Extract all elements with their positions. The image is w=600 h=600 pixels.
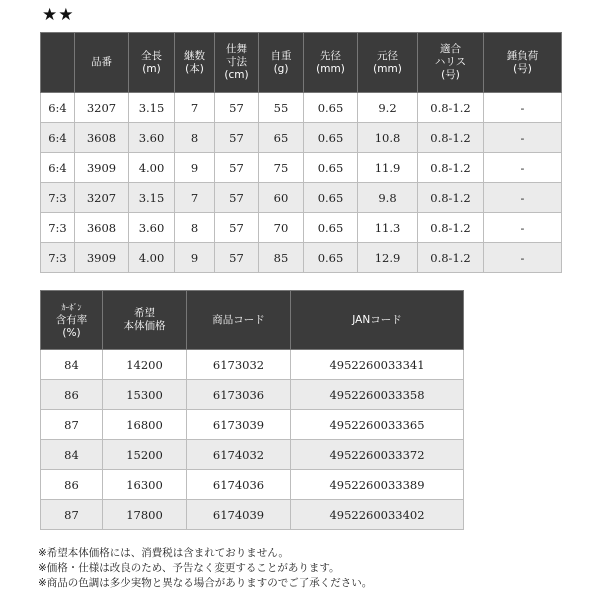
cell-length: 3.60 [129,123,175,153]
header-tip-diameter: 先径 (mm) [304,33,358,93]
table-row [41,500,464,530]
cell-jan: 4952260033389 [291,470,464,500]
table-row [41,470,464,500]
cell-harisu: 0.8-1.2 [418,93,484,123]
cell-weight: 70 [259,213,304,243]
header-jan-code: JANコード [291,291,464,350]
header-carbon-content: ｶｰﾎﾞﾝ 含有率 (%) [41,291,103,350]
header-item-no: 品番 [75,33,129,93]
cell-harisu: 0.8-1.2 [418,183,484,213]
cell-sections: 8 [175,123,215,153]
cell-carbon: 84 [41,350,103,380]
table-row [41,350,464,380]
cell-price: 15300 [103,380,187,410]
cell-base: 9.2 [358,93,418,123]
table-row [41,243,562,273]
cell-sections: 8 [175,213,215,243]
cell-sinker: - [484,213,562,243]
cell-price: 14200 [103,350,187,380]
cell-sinker: - [484,183,562,213]
cell-sections: 7 [175,183,215,213]
cell-price: 15200 [103,440,187,470]
cell-item-no: 3608 [75,123,129,153]
cell-sinker: - [484,153,562,183]
cell-action: 7:3 [41,183,75,213]
cell-carbon: 87 [41,500,103,530]
cell-price: 16800 [103,410,187,440]
cell-action: 6:4 [41,153,75,183]
cell-length: 3.60 [129,213,175,243]
cell-action: 6:4 [41,123,75,153]
cell-sections: 9 [175,243,215,273]
cell-price: 17800 [103,500,187,530]
cell-sinker: - [484,243,562,273]
cell-weight: 75 [259,153,304,183]
cell-code: 6173036 [187,380,291,410]
table-row [41,183,562,213]
note-color: ※商品の色調は多少実物と異なる場合がありますのでご了承ください。 [38,577,373,589]
cell-tip: 0.65 [304,123,358,153]
cell-carbon: 84 [41,440,103,470]
cell-harisu: 0.8-1.2 [418,153,484,183]
cell-harisu: 0.8-1.2 [418,243,484,273]
cell-item-no: 3909 [75,153,129,183]
cell-base: 12.9 [358,243,418,273]
cell-base: 11.3 [358,213,418,243]
cell-action: 7:3 [41,243,75,273]
table-row [41,410,464,440]
header-harisu: 適合 ハリス (号) [418,33,484,93]
cell-jan: 4952260033341 [291,350,464,380]
cell-code: 6174036 [187,470,291,500]
cell-code: 6173039 [187,410,291,440]
spec-header-row [41,33,562,93]
cell-tip: 0.65 [304,93,358,123]
cell-jan: 4952260033372 [291,440,464,470]
cell-harisu: 0.8-1.2 [418,123,484,153]
header-product-code: 商品コード [187,291,291,350]
cell-sections: 7 [175,93,215,123]
header-action [41,33,75,93]
cell-tip: 0.65 [304,183,358,213]
table-row [41,93,562,123]
cell-jan: 4952260033358 [291,380,464,410]
cell-weight: 85 [259,243,304,273]
cell-action: 6:4 [41,93,75,123]
header-length: 全長 (m) [129,33,175,93]
cell-sections: 9 [175,153,215,183]
cell-base: 9.8 [358,183,418,213]
cell-carbon: 86 [41,470,103,500]
cell-base: 10.8 [358,123,418,153]
cell-weight: 55 [259,93,304,123]
cell-jan: 4952260033365 [291,410,464,440]
note-spec-change: ※価格・仕様は改良のため、予告なく変更することがあります。 [38,562,340,574]
cell-tip: 0.65 [304,213,358,243]
cell-sinker: - [484,93,562,123]
cell-code: 6174032 [187,440,291,470]
cell-harisu: 0.8-1.2 [418,213,484,243]
header-sections: 継数 (本) [175,33,215,93]
header-sinker-load: 錘負荷 (号) [484,33,562,93]
table-row [41,153,562,183]
header-base-diameter: 元径 (mm) [358,33,418,93]
header-list-price: 希望 本体価格 [103,291,187,350]
cell-item-no: 3207 [75,183,129,213]
cell-closed: 57 [215,93,259,123]
cell-item-no: 3608 [75,213,129,243]
table-row [41,380,464,410]
cell-jan: 4952260033402 [291,500,464,530]
cell-item-no: 3207 [75,93,129,123]
cell-weight: 65 [259,123,304,153]
header-closed-length: 仕舞 寸法 (cm) [215,33,259,93]
cell-base: 11.9 [358,153,418,183]
note-tax: ※希望本体価格には、消費税は含まれておりません。 [38,547,289,559]
cell-item-no: 3909 [75,243,129,273]
cell-length: 3.15 [129,183,175,213]
cell-closed: 57 [215,153,259,183]
cell-closed: 57 [215,183,259,213]
cell-tip: 0.65 [304,153,358,183]
rating-stars: ★★ [42,5,75,25]
cell-code: 6173032 [187,350,291,380]
spec-table [40,32,562,273]
cell-closed: 57 [215,213,259,243]
table-row [41,123,562,153]
header-weight: 自重 (g) [259,33,304,93]
cell-length: 4.00 [129,243,175,273]
cell-carbon: 86 [41,380,103,410]
footnotes [38,546,372,591]
cell-weight: 60 [259,183,304,213]
cell-tip: 0.65 [304,243,358,273]
table-row [41,440,464,470]
table-row [41,213,562,243]
price-header-row [41,291,464,350]
cell-action: 7:3 [41,213,75,243]
price-table [40,290,464,530]
cell-length: 3.15 [129,93,175,123]
cell-carbon: 87 [41,410,103,440]
cell-price: 16300 [103,470,187,500]
cell-closed: 57 [215,123,259,153]
cell-closed: 57 [215,243,259,273]
cell-length: 4.00 [129,153,175,183]
cell-code: 6174039 [187,500,291,530]
cell-sinker: - [484,123,562,153]
